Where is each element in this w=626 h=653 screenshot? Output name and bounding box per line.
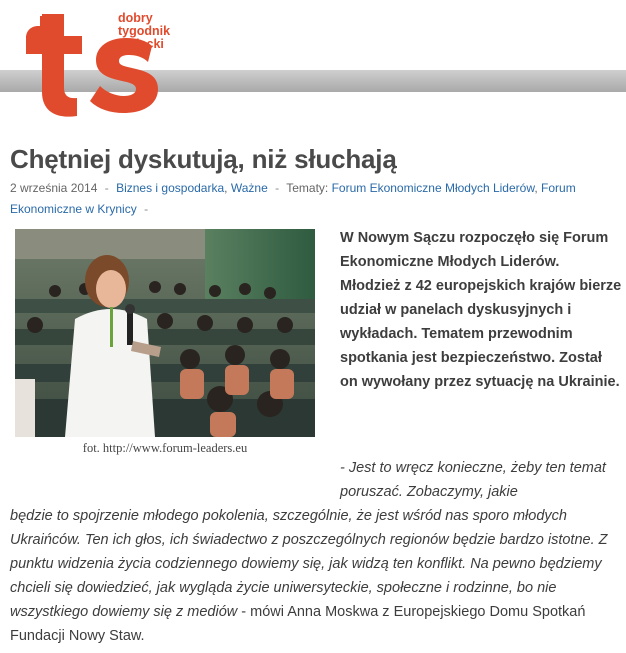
tags-label: Tematy: <box>286 181 329 195</box>
article-photo[interactable] <box>15 229 315 437</box>
tag-link-forum-krynica-2[interactable]: Ekonomiczne w Krynicy <box>10 202 137 216</box>
site-name-line2: sądecki <box>118 37 164 51</box>
tag-link-forum-mlodych[interactable]: Forum Ekonomiczne Młodych Liderów <box>331 181 535 195</box>
article-lead: W Nowym Sączu rozpoczęło się Forum Ekonomiczne Młodych Liderów. Młodzież z 42 europejskich krajów bierze udział w panelach dyskusyjnych i wykładach. Tematem przewodnim spotkania jest bezpieczeństwo. Został on wywołany przez sytuację na Ukrainie. <box>340 230 622 390</box>
tag-link-forum-krynica-1[interactable]: Forum <box>541 181 576 195</box>
quote-attribution: - mówi Anna Moskwa z Europejskiego Domu Spotkań Fundacji Nowy Staw. <box>10 604 586 644</box>
site-name <box>118 12 180 51</box>
quote-first-lines: - Jest to wręcz konieczne, żeby ten temat poruszać. Zobaczymy, jakie <box>340 460 606 500</box>
article-body <box>10 504 622 648</box>
category-link-biznes[interactable]: Biznes i gospodarka <box>116 181 225 195</box>
article-title[interactable]: Chętniej dyskutują, niż słuchają <box>10 144 397 174</box>
article-date: 2 września 2014 <box>10 181 98 195</box>
category-link-wazne[interactable]: Ważne <box>230 181 268 195</box>
site-logo[interactable] <box>20 8 180 120</box>
article-meta: 2 września 2014 - Biznes i gospodarka, Ważne - Tematy: Forum Ekonomiczne Młodych Liderów, Forum Ekonomiczne w Krynicy - <box>10 181 576 216</box>
site-name-line1: dobry tygodnik <box>118 11 171 38</box>
conference-photo-image <box>15 229 315 437</box>
quote-continuation: będzie to spojrzenie młodego pokolenia, szczególnie, że jest wśród nas sporo młodych Ukraińców. Ten ich głos, ich świadectwo z poszczególnych regionów będzie bardzo istotne. Z punktu widzenia życia codziennego dowiemy się, jak widzą ten konflikt. Na pewno będziemy chcieli się dowiedzieć, jak wygląda życie uniwersyteckie, społeczne i rodzinne, bo nie wszystkiego dowiemy się z mediów <box>10 508 608 620</box>
photo-caption: fot. http://www.forum-leaders.eu <box>82 441 248 455</box>
